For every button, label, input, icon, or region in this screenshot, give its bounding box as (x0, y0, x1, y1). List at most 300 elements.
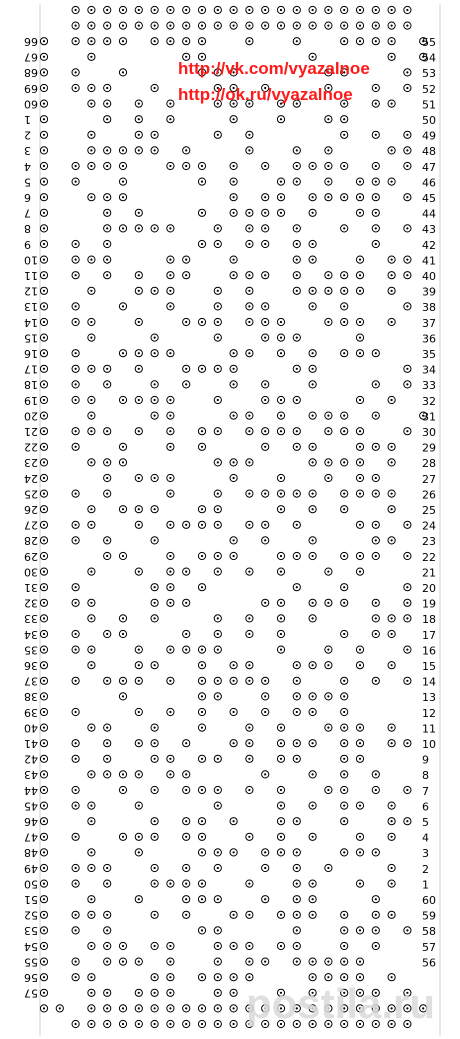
stitch-symbol (262, 318, 269, 325)
stitch-symbol (104, 755, 111, 762)
stitch-symbol (341, 490, 348, 497)
right-row-number: 53 (422, 67, 436, 81)
stitch-symbol (167, 287, 174, 294)
stitch-symbol (372, 474, 379, 481)
stitch-symbol (293, 240, 300, 247)
stitch-symbol (277, 194, 284, 201)
stitch-symbol (214, 864, 221, 871)
stitch-symbol (135, 22, 142, 29)
stitch-symbol (372, 490, 379, 497)
stitch-symbol (88, 942, 95, 949)
stitch-symbol (341, 131, 348, 138)
stitch-symbol (356, 287, 363, 294)
stitch-symbol (135, 131, 142, 138)
stitch-symbol (40, 334, 47, 341)
stitch-symbol (277, 646, 284, 653)
stitch-symbol (309, 194, 316, 201)
left-row-number: 57 (24, 986, 38, 1000)
stitch-symbol (325, 693, 332, 700)
stitch-symbol (198, 755, 205, 762)
stitch-symbol (309, 287, 316, 294)
stitch-symbol (293, 396, 300, 403)
stitch-symbol (309, 708, 316, 715)
stitch-symbol (198, 833, 205, 840)
stitch-symbol (341, 755, 348, 762)
stitch-symbol (72, 443, 79, 450)
stitch-symbol (246, 22, 253, 29)
stitch-symbol (293, 256, 300, 263)
stitch-symbol (167, 958, 174, 965)
stitch-symbol (404, 69, 411, 76)
stitch-symbol (341, 6, 348, 13)
stitch-symbol (167, 880, 174, 887)
stitch-symbol (135, 287, 142, 294)
stitch-symbol (183, 272, 190, 279)
stitch-symbol (135, 6, 142, 13)
stitch-symbol (135, 318, 142, 325)
stitch-symbol (88, 53, 95, 60)
stitch-symbol (262, 521, 269, 528)
stitch-symbol (119, 38, 126, 45)
left-row-number: 36 (24, 659, 38, 672)
stitch-symbol (214, 958, 221, 965)
stitch-symbol (246, 303, 253, 310)
stitch-symbol (388, 100, 395, 107)
stitch-symbol (230, 381, 237, 388)
stitch-symbol (309, 833, 316, 840)
stitch-symbol (246, 630, 253, 637)
stitch-symbol (325, 459, 332, 466)
stitch-symbol (88, 147, 95, 154)
stitch-symbol (40, 552, 47, 559)
stitch-symbol (88, 896, 95, 903)
stitch-symbol (72, 958, 79, 965)
stitch-symbol (230, 1005, 237, 1012)
stitch-symbol (151, 506, 158, 513)
left-row-number: 35 (24, 643, 38, 657)
left-row-number: 39 (24, 705, 38, 719)
stitch-symbol (356, 802, 363, 809)
stitch-symbol (88, 396, 95, 403)
stitch-symbol (198, 506, 205, 513)
stitch-symbol (183, 599, 190, 606)
stitch-symbol (214, 896, 221, 903)
stitch-symbol (40, 53, 47, 60)
stitch-symbol (135, 740, 142, 747)
stitch-symbol (404, 194, 411, 201)
stitch-symbol (372, 131, 379, 138)
stitch-symbol (293, 365, 300, 372)
stitch-symbol (230, 22, 237, 29)
stitch-symbol (104, 864, 111, 871)
left-row-number: 17 (24, 362, 38, 376)
stitch-symbol (388, 256, 395, 263)
stitch-symbol (135, 209, 142, 216)
stitch-symbol (88, 724, 95, 731)
stitch-symbol (214, 927, 221, 934)
stitch-symbol (214, 693, 221, 700)
stitch-symbol (40, 474, 47, 481)
stitch-symbol (40, 318, 47, 325)
stitch-symbol (293, 662, 300, 669)
stitch-symbol (356, 38, 363, 45)
stitch-symbol (309, 896, 316, 903)
left-row-number: 32 (24, 596, 38, 610)
stitch-symbol (214, 459, 221, 466)
stitch-symbol (309, 381, 316, 388)
stitch-symbol (72, 708, 79, 715)
stitch-symbol (183, 771, 190, 778)
stitch-symbol (135, 1005, 142, 1012)
left-row-number: 55 (24, 955, 38, 969)
right-row-number: 43 (422, 223, 436, 237)
right-row-number: 57 (422, 940, 436, 954)
stitch-symbol (404, 147, 411, 154)
stitch-symbol (246, 225, 253, 232)
stitch-symbol (104, 147, 111, 154)
stitch-symbol (198, 584, 205, 591)
stitch-symbol (104, 724, 111, 731)
stitch-symbol (151, 412, 158, 419)
stitch-symbol (88, 412, 95, 419)
stitch-symbol (40, 131, 47, 138)
left-row-number: 46 (24, 815, 38, 828)
stitch-symbol (167, 755, 174, 762)
stitch-symbol (293, 521, 300, 528)
stitch-symbol (372, 22, 379, 29)
stitch-symbol (72, 584, 79, 591)
left-row-number: 9 (24, 237, 31, 251)
stitch-symbol (388, 490, 395, 497)
stitch-symbol (341, 459, 348, 466)
left-row-number: 41 (24, 737, 38, 750)
stitch-symbol (309, 537, 316, 544)
stitch-symbol (356, 724, 363, 731)
right-row-number: 10 (422, 738, 436, 751)
right-row-number: 48 (422, 145, 436, 159)
stitch-symbol (404, 552, 411, 559)
stitch-symbol (72, 240, 79, 247)
stitch-symbol (372, 84, 379, 91)
stitch-symbol (183, 630, 190, 637)
right-row-number: 28 (422, 457, 436, 471)
stitch-symbol (167, 396, 174, 403)
stitch-symbol (40, 240, 47, 247)
stitch-symbol (372, 412, 379, 419)
stitch-symbol (104, 630, 111, 637)
stitch-symbol (341, 303, 348, 310)
stitch-symbol (151, 864, 158, 871)
stitch-symbol (293, 864, 300, 871)
stitch-symbol (246, 318, 253, 325)
stitch-symbol (230, 162, 237, 169)
stitch-symbol (119, 771, 126, 778)
stitch-symbol (135, 100, 142, 107)
stitch-symbol (325, 318, 332, 325)
stitch-symbol (167, 225, 174, 232)
stitch-symbol (404, 646, 411, 653)
stitch-symbol (167, 38, 174, 45)
stitch-symbol (341, 942, 348, 949)
stitch-symbol (341, 162, 348, 169)
stitch-symbol (40, 708, 47, 715)
right-row-number: 24 (422, 519, 436, 533)
stitch-symbol (356, 350, 363, 357)
stitch-symbol (404, 740, 411, 747)
left-row-number: 40 (24, 721, 38, 735)
stitch-symbol (262, 272, 269, 279)
stitch-symbol (40, 194, 47, 201)
left-row-number: 29 (24, 549, 38, 563)
stitch-symbol (230, 708, 237, 715)
left-row-number: 47 (24, 830, 38, 844)
stitch-symbol (356, 958, 363, 965)
stitch-symbol (104, 1020, 111, 1027)
left-row-number: 7 (24, 206, 31, 220)
stitch-symbol (214, 942, 221, 949)
stitch-symbol (72, 162, 79, 169)
stitch-symbol (293, 443, 300, 450)
stitch-symbol (246, 833, 253, 840)
stitch-symbol (119, 350, 126, 357)
stitch-symbol (135, 662, 142, 669)
right-row-number: 47 (422, 160, 436, 174)
stitch-symbol (277, 428, 284, 435)
stitch-symbol (277, 334, 284, 341)
stitch-symbol (88, 506, 95, 513)
left-row-numbers (24, 35, 38, 1000)
stitch-symbol (214, 334, 221, 341)
stitch-symbol (230, 412, 237, 419)
stitch-symbol (246, 350, 253, 357)
stitch-symbol (388, 818, 395, 825)
stitch-symbol (135, 428, 142, 435)
stitch-symbol (40, 771, 47, 778)
stitch-symbol (356, 880, 363, 887)
stitch-symbol (40, 646, 47, 653)
right-row-number: 15 (422, 660, 436, 673)
stitch-symbol (341, 272, 348, 279)
stitch-symbol (135, 350, 142, 357)
stitch-symbol (404, 927, 411, 934)
stitch-symbol (40, 272, 47, 279)
stitch-symbol (230, 365, 237, 372)
stitch-symbol (88, 194, 95, 201)
stitch-symbol (72, 428, 79, 435)
stitch-symbol (167, 490, 174, 497)
stitch-symbol (72, 864, 79, 871)
stitch-symbol (40, 225, 47, 232)
stitch-symbol (388, 833, 395, 840)
stitch-symbol (198, 927, 205, 934)
right-row-number: 59 (422, 909, 436, 923)
stitch-symbol (88, 1005, 95, 1012)
stitch-symbol (198, 693, 205, 700)
stitch-symbol (277, 396, 284, 403)
left-row-number: 14 (24, 315, 38, 329)
stitch-symbol (277, 474, 284, 481)
stitch-symbol (214, 22, 221, 29)
stitch-symbol (88, 256, 95, 263)
stitch-symbol (277, 911, 284, 918)
stitch-symbol (40, 428, 47, 435)
stitch-symbol (119, 22, 126, 29)
stitch-symbol (104, 459, 111, 466)
stitch-symbol (88, 365, 95, 372)
left-row-number: 28 (24, 534, 38, 548)
stitch-symbol (104, 740, 111, 747)
left-row-number: 53 (24, 924, 38, 938)
left-row-number: 1 (24, 113, 31, 126)
right-row-number: 2 (422, 862, 429, 876)
stitch-symbol (167, 942, 174, 949)
right-row-number: 13 (422, 691, 436, 705)
stitch-symbol (309, 209, 316, 216)
stitch-symbol (119, 303, 126, 310)
stitch-symbol (135, 225, 142, 232)
stitch-symbol (388, 662, 395, 669)
stitch-symbol (356, 443, 363, 450)
left-row-number: 16 (24, 347, 38, 360)
right-row-number: 8 (422, 769, 429, 783)
stitch-symbol (135, 474, 142, 481)
stitch-symbol (246, 911, 253, 918)
stitch-symbol (151, 287, 158, 294)
stitch-symbol (151, 740, 158, 747)
stitch-symbol (40, 490, 47, 497)
stitch-symbol (388, 147, 395, 154)
stitch-symbol (72, 521, 79, 528)
chart-border (40, 4, 440, 1036)
stitch-symbol (325, 6, 332, 13)
right-row-number: 40 (422, 270, 436, 283)
stitch-symbol (119, 443, 126, 450)
stitch-symbol (40, 989, 47, 996)
stitch-symbol (119, 396, 126, 403)
stitch-symbol (293, 927, 300, 934)
stitch-symbol (277, 802, 284, 809)
stitch-symbol (372, 771, 379, 778)
stitch-symbol (40, 740, 47, 747)
right-row-number: 33 (422, 379, 436, 393)
stitch-symbol (293, 22, 300, 29)
stitch-symbol (72, 6, 79, 13)
stitch-symbol (325, 272, 332, 279)
stitch-symbol (293, 740, 300, 747)
stitch-symbol (325, 958, 332, 965)
stitch-symbol (246, 568, 253, 575)
stitch-symbol (88, 84, 95, 91)
right-row-number: 56 (422, 956, 436, 970)
right-row-number: 14 (422, 675, 436, 689)
stitch-symbol (40, 677, 47, 684)
stitch-symbol (356, 209, 363, 216)
stitch-symbol (277, 615, 284, 622)
stitch-symbol (309, 412, 316, 419)
stitch-symbol (40, 69, 47, 76)
stitch-symbol (119, 958, 126, 965)
stitch-symbol (151, 1020, 158, 1027)
stitch-symbol (214, 131, 221, 138)
stitch-symbol (198, 974, 205, 981)
stitch-symbol (262, 381, 269, 388)
right-row-number: 7 (422, 784, 429, 798)
stitch-symbol (167, 584, 174, 591)
stitch-symbol (372, 552, 379, 559)
stitch-symbol (167, 162, 174, 169)
stitch-symbol (262, 334, 269, 341)
stitch-symbol (230, 849, 237, 856)
stitch-symbol (404, 365, 411, 372)
right-row-number: 49 (422, 129, 436, 143)
right-row-number: 29 (422, 441, 436, 455)
stitch-symbol (151, 396, 158, 403)
stitch-symbol (88, 771, 95, 778)
stitch-symbol (246, 521, 253, 528)
stitch-symbol (151, 1005, 158, 1012)
stitch-symbol (104, 381, 111, 388)
stitch-symbol (214, 755, 221, 762)
stitch-symbol (119, 506, 126, 513)
stitch-symbol (309, 350, 316, 357)
stitch-symbol (325, 412, 332, 419)
stitch-symbol (198, 662, 205, 669)
stitch-symbol (277, 490, 284, 497)
stitch-symbol (151, 84, 158, 91)
stitch-symbol (293, 490, 300, 497)
stitch-symbol (72, 350, 79, 357)
stitch-symbol (40, 755, 47, 762)
stitch-symbol (309, 599, 316, 606)
stitch-symbol (72, 1020, 79, 1027)
right-row-number: 45 (422, 192, 436, 205)
stitch-symbol (341, 771, 348, 778)
stitch-symbol (246, 724, 253, 731)
stitch-symbol (40, 786, 47, 793)
stitch-symbol (388, 443, 395, 450)
stitch-symbol (40, 381, 47, 388)
right-row-numbers (422, 36, 436, 969)
left-row-number: 44 (24, 783, 38, 797)
stitch-symbol (151, 833, 158, 840)
stitch-symbol (135, 677, 142, 684)
stitch-symbol (135, 896, 142, 903)
stitch-symbol (293, 38, 300, 45)
stitch-symbol (214, 677, 221, 684)
right-row-number: 34 (422, 363, 436, 377)
stitch-symbol (119, 786, 126, 793)
right-row-number: 20 (422, 582, 436, 595)
stitch-symbol (104, 771, 111, 778)
stitch-symbol (72, 974, 79, 981)
right-row-number: 27 (422, 472, 436, 486)
stitch-symbol (356, 396, 363, 403)
stitch-symbol (167, 443, 174, 450)
stitch-symbol (72, 22, 79, 29)
stitch-symbol (167, 412, 174, 419)
stitch-symbol (325, 864, 332, 871)
watermark-ok: http://ok.ru/vyazalnoe (178, 85, 353, 104)
stitch-symbol (183, 1005, 190, 1012)
stitch-symbol (72, 303, 79, 310)
stitch-symbol (104, 942, 111, 949)
stitch-symbol (119, 615, 126, 622)
stitch-symbol (119, 1005, 126, 1012)
stitch-symbol (230, 194, 237, 201)
stitch-symbol (104, 256, 111, 263)
stitch-symbol (88, 662, 95, 669)
stitch-symbol (214, 568, 221, 575)
